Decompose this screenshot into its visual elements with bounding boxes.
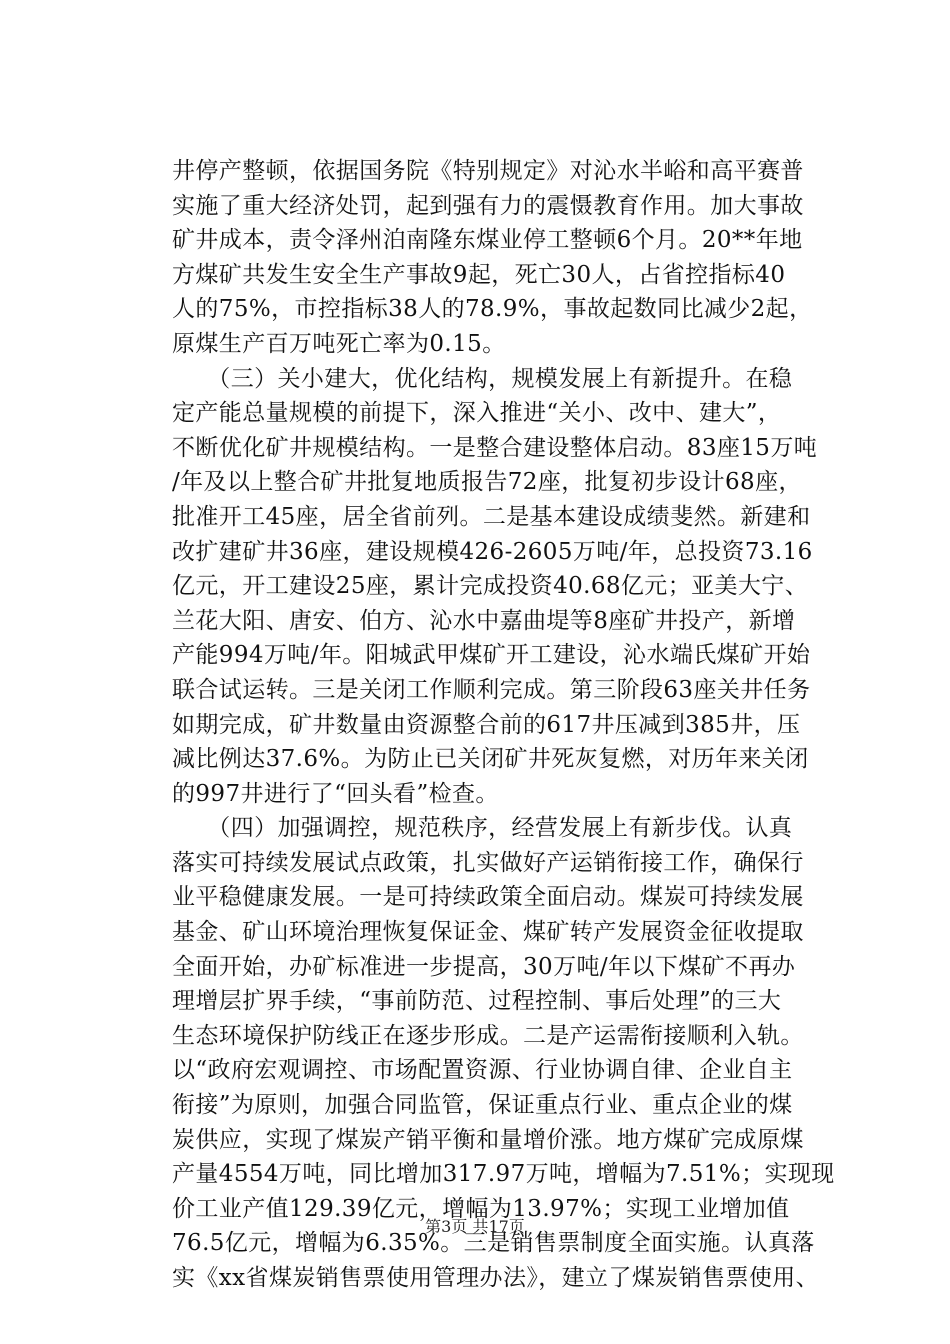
text-line: 全面开始，办矿标准进一步提高，30万吨/年以下煤矿不再办 [172,953,796,980]
text-line: 改扩建矿井36座，建设规模426-2605万吨/年，总投资73.16 [172,538,813,565]
text-line: 炭供应，实现了煤炭产销平衡和量增价涨。地方煤矿完成原煤 [172,1126,804,1153]
text-line: 人的75%，市控指标38人的78.9%，事故起数同比减少2起， [172,296,813,323]
text-line: 亿元，开工建设25座，累计完成投资40.68亿元；亚美大宁、 [172,573,809,600]
text-line: 如期完成，矿井数量由资源整合前的617井压减到385井，压 [172,711,801,738]
text-line: 基金、矿山环境治理恢复保证金、煤矿转产发展资金征收提取 [172,919,804,946]
text-line: 不断优化矿井规模结构。一是整合建设整体启动。83座15万吨 [172,434,818,461]
text-line: 减比例达37.6%。为防止已关闭矿井死灰复燃，对历年来关闭 [172,746,809,773]
text-line: 业平稳健康发展。一是可持续政策全面启动。煤炭可持续发展 [172,884,804,911]
text-line: 以“政府宏观调控、市场配置资源、行业协调自律、企业自主 [172,1057,793,1084]
text-line: /年及以上整合矿井批复地质报告72座，批复初步设计68座， [172,469,802,496]
text-line: 生态环境保护防线正在逐步形成。二是产运需衔接顺利入轨。 [172,1022,804,1049]
text-line: 的997井进行了“回头看”检查。 [172,780,499,807]
text-line: 原煤生产百万吨死亡率为0.15。 [172,330,506,357]
text-line: 方煤矿共发生安全生产事故9起，死亡30人，占省控指标40 [172,261,786,288]
text-line: 实《xx省煤炭销售票使用管理办法》，建立了煤炭销售票使用、 [172,1265,820,1291]
text-line: 定产能总量规模的前提下，深入推进“关小、改中、建大”， [172,400,782,427]
text-line: （三）关小建大，优化结构，规模发展上有新提升。在稳 [172,365,793,392]
text-line: 兰花大阳、唐安、伯方、沁水中嘉曲堤等8座矿井投产，新增 [172,607,796,634]
text-line: 理增层扩界手续，“事前防范、过程控制、事后处理”的三大 [172,988,782,1015]
text-line: 井停产整顿，依据国务院《特别规定》对沁水半峪和高平赛普 [172,158,804,184]
page-footer: 第3页 共17页 [425,1217,525,1236]
text-line: 矿井成本，责令泽州泊南隆东煤业停工整顿6个月。20**年地 [172,227,803,254]
text-line: 落实可持续发展试点政策，扎实做好产运销衔接工作，确保行 [172,849,804,876]
text-line: 价工业产值129.39亿元，增幅为13.97%；实现工业增加值 [172,1195,790,1222]
text-line: 产量4554万吨，同比增加317.97万吨，增幅为7.51%；实现现 [172,1161,835,1188]
text-line: （四）加强调控，规范秩序，经营发展上有新步伐。认真 [172,815,793,842]
text-line: 实施了重大经济处罚，起到强有力的震慑教育作用。加大事故 [172,192,804,219]
text-line: 联合试运转。三是关闭工作顺利完成。第三阶段63座关井任务 [172,676,811,703]
document-body [172,154,842,1296]
text-line: 产能994万吨/年。阳城武甲煤矿开工建设，沁水端氏煤矿开始 [172,642,811,669]
text-line: 76.5亿元，增幅为6.35%。三是销售票制度全面实施。认真落 [172,1230,815,1257]
text-line: 衔接”为原则，加强合同监管，保证重点行业、重点企业的煤 [172,1092,793,1119]
text-line: 批准开工45座，居全省前列。二是基本建设成绩斐然。新建和 [172,503,811,530]
